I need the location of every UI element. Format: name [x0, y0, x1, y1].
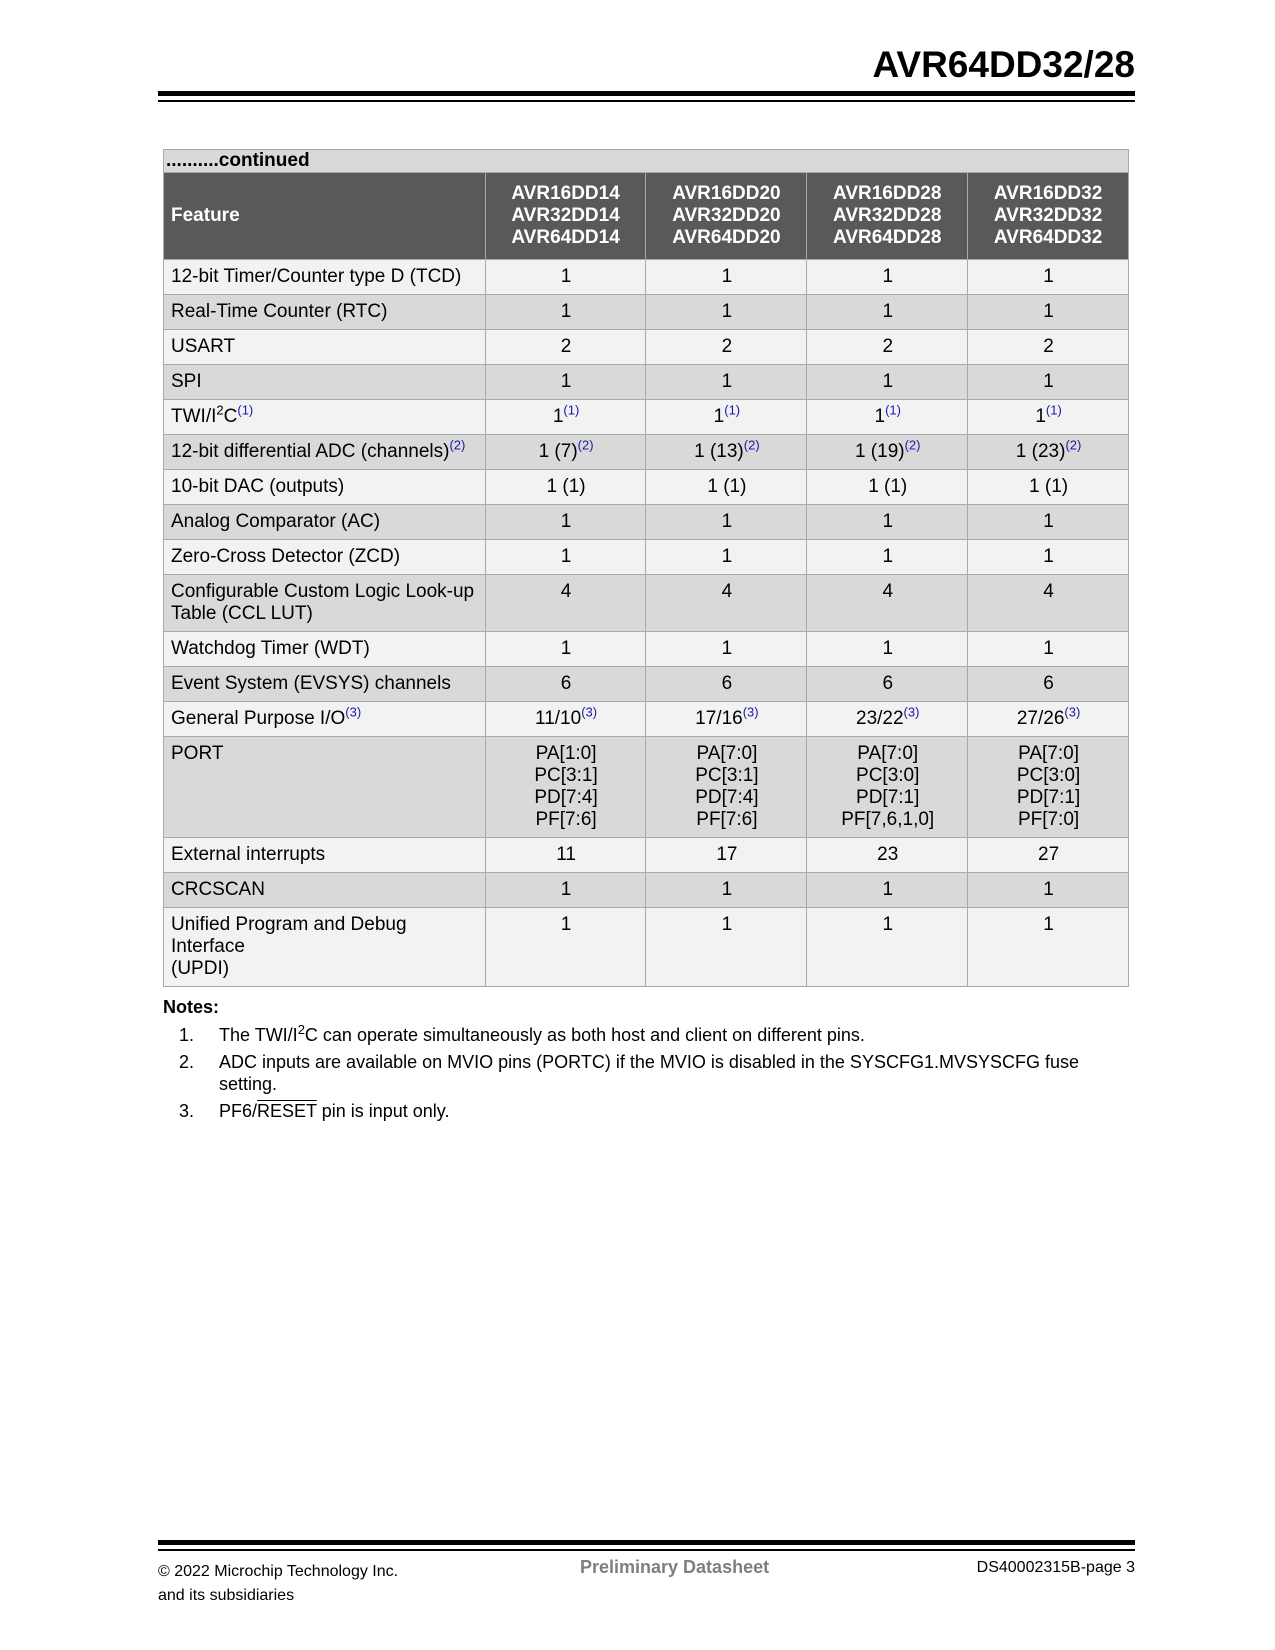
value-cell: 1 [807, 260, 968, 295]
value-cell: 1 [646, 260, 807, 295]
feature-cell: Event System (EVSYS) channels [164, 667, 486, 702]
table-row [164, 505, 1129, 540]
value-cell: 11 [485, 838, 646, 873]
value-cell: 1 [807, 505, 968, 540]
table-row [164, 737, 1129, 838]
value-cell: 6 [807, 667, 968, 702]
value-cell: 6 [646, 667, 807, 702]
value-cell: 1 [646, 632, 807, 667]
value-cell: 1 [646, 873, 807, 908]
reset-signal: RESET [257, 1101, 317, 1121]
footer-rule-thin [158, 1549, 1135, 1551]
value-cell: 1 (1) [807, 470, 968, 505]
table-row [164, 365, 1129, 400]
value-cell: 4 [485, 575, 646, 632]
value-cell: 1 [807, 540, 968, 575]
table-row [164, 838, 1129, 873]
footnote-link[interactable]: (1) [237, 402, 254, 418]
value-cell: 1 (13)$^{(2)}$ [646, 435, 807, 470]
footer-page-number: DS40002315B-page 3 [976, 1559, 1135, 1576]
value-cell: 1 [968, 260, 1129, 295]
feature-cell: Configurable Custom Logic Look-up Table (CCL LUT) [164, 575, 486, 632]
value-cell: 1 [968, 295, 1129, 330]
table-row [164, 575, 1129, 632]
footnote-link[interactable]: (3) [581, 704, 598, 720]
value-cell: 1 [485, 295, 646, 330]
value-cell: 27 [968, 838, 1129, 873]
value-cell: 1 (1) [968, 470, 1129, 505]
table-row [164, 330, 1129, 365]
table-row [164, 667, 1129, 702]
feature-cell: PORT [164, 737, 486, 838]
value-cell: 1 [968, 908, 1129, 987]
footer-doc-status: Preliminary Datasheet [580, 1557, 770, 1577]
value-cell: 1 [807, 873, 968, 908]
value-cell: 1$^{(1)}$ [968, 400, 1129, 435]
feature-table [163, 149, 1129, 987]
value-cell: 27/26$^{(3)}$ [968, 702, 1129, 737]
value-cell: PA[7:0] PC[3:0] PD[7:1] PF[7,6,1,0] [807, 737, 968, 838]
value-cell: 23/22$^{(3)}$ [807, 702, 968, 737]
footer-rule-thick [158, 1540, 1135, 1545]
header-dd32: AVR16DD32 AVR32DD32 AVR64DD32 [968, 173, 1129, 260]
value-cell: 6 [968, 667, 1129, 702]
footnote-link[interactable]: (1) [724, 402, 741, 418]
feature-cell: Analog Comparator (AC) [164, 505, 486, 540]
document-title: AVR64DD32/28 [872, 44, 1135, 85]
continued-label: ..........continued [164, 150, 1129, 173]
feature-cell: 12-bit differential ADC (channels)$^{(2)}$ [164, 435, 486, 470]
footnote-link[interactable]: (3) [742, 704, 759, 720]
value-cell: 1 [646, 540, 807, 575]
table-row [164, 702, 1129, 737]
footnote-link[interactable]: (2) [449, 437, 466, 453]
value-cell: 1 [485, 908, 646, 987]
feature-cell: Unified Program and Debug Interface (UPDI) [164, 908, 486, 987]
value-cell: 4 [807, 575, 968, 632]
footnote-link[interactable]: (3) [345, 704, 362, 720]
feature-cell: 10-bit DAC (outputs) [164, 470, 486, 505]
value-cell: 1 [646, 908, 807, 987]
feature-cell: Watchdog Timer (WDT) [164, 632, 486, 667]
footnote-link[interactable]: (1) [563, 402, 580, 418]
value-cell: 1 [485, 873, 646, 908]
table-row [164, 470, 1129, 505]
value-cell: 1 [807, 632, 968, 667]
header-dd28: AVR16DD28 AVR32DD28 AVR64DD28 [807, 173, 968, 260]
footnote-link[interactable]: (2) [577, 437, 594, 453]
value-cell: 1$^{(1)}$ [485, 400, 646, 435]
value-cell: 1 [968, 505, 1129, 540]
feature-cell: Real-Time Counter (RTC) [164, 295, 486, 330]
footnote-link[interactable]: (1) [1045, 402, 1062, 418]
value-cell: 1 [485, 632, 646, 667]
value-cell: 17/16$^{(3)}$ [646, 702, 807, 737]
footnote-link[interactable]: (1) [885, 402, 901, 418]
value-cell: 1 [807, 908, 968, 987]
value-cell: 1 [968, 632, 1129, 667]
value-cell: 1 (1) [485, 470, 646, 505]
table-row [164, 435, 1129, 470]
feature-cell: CRCSCAN [164, 873, 486, 908]
value-cell: PA[7:0] PC[3:1] PD[7:4] PF[7:6] [646, 737, 807, 838]
value-cell: 2 [485, 330, 646, 365]
continued-row [164, 150, 1129, 173]
value-cell: 1$^{(1)}$ [807, 400, 968, 435]
notes-section [163, 997, 1123, 1127]
value-cell: 6 [485, 667, 646, 702]
feature-cell: Zero-Cross Detector (ZCD) [164, 540, 486, 575]
header-rule-thick [158, 91, 1135, 96]
feature-cell: TWI/$I^2C^{(1)}$ [164, 400, 486, 435]
table-row [164, 260, 1129, 295]
feature-cell: General Purpose I/O$^{(3)}$ [164, 702, 486, 737]
value-cell: 1 [485, 365, 646, 400]
value-cell: 17 [646, 838, 807, 873]
feature-cell: External interrupts [164, 838, 486, 873]
value-cell: PA[1:0] PC[3:1] PD[7:4] PF[7:6] [485, 737, 646, 838]
table-row [164, 632, 1129, 667]
note-item: 3. PF6/RESET pin is input only. [179, 1101, 450, 1121]
value-cell: 1 [485, 260, 646, 295]
table-row [164, 400, 1129, 435]
value-cell: 2 [807, 330, 968, 365]
value-cell: 1 (19)$^{(2)}$ [807, 435, 968, 470]
footer-copyright: © 2022 Microchip Technology Inc. and its subsidiaries [158, 1563, 399, 1604]
header-dd20: AVR16DD20 AVR32DD20 AVR64DD20 [646, 173, 807, 260]
value-cell: 1 [968, 873, 1129, 908]
value-cell: 1 [968, 365, 1129, 400]
header-dd14: AVR16DD14 AVR32DD14 AVR64DD14 [485, 173, 646, 260]
footnote-link[interactable]: (3) [903, 704, 920, 720]
value-cell: 1 [646, 295, 807, 330]
value-cell: 1 (7)$^{(2)}$ [485, 435, 646, 470]
footnote-link[interactable]: (2) [904, 437, 921, 453]
value-cell: 2 [646, 330, 807, 365]
value-cell: 1 [807, 295, 968, 330]
value-cell: 4 [968, 575, 1129, 632]
table-row [164, 295, 1129, 330]
table-row [164, 540, 1129, 575]
feature-cell: SPI [164, 365, 486, 400]
table-row [164, 908, 1129, 987]
value-cell: 1 [968, 540, 1129, 575]
feature-cell: 12-bit Timer/Counter type D (TCD) [164, 260, 486, 295]
value-cell: 1 [485, 505, 646, 540]
footnote-link[interactable]: (2) [743, 437, 760, 453]
feature-cell: USART [164, 330, 486, 365]
value-cell: 2 [968, 330, 1129, 365]
value-cell: 1 (1) [646, 470, 807, 505]
note-item: 2. ADC inputs are available on MVIO pins (PORTC) if the MVIO is disabled in the SYSCFG1.MVSYSCFG fuse setting. [179, 1052, 1079, 1094]
table-header-row [164, 173, 1129, 260]
value-cell: 4 [646, 575, 807, 632]
note-item: 1. The TWI/$I^2C$ can operate simultaneously as both host and client on different pins. [179, 1022, 865, 1045]
value-cell: 1 [807, 365, 968, 400]
value-cell: 1$^{(1)}$ [646, 400, 807, 435]
value-cell: 1 [485, 540, 646, 575]
value-cell: 1 [646, 365, 807, 400]
footnote-link[interactable]: (3) [1064, 704, 1081, 720]
value-cell: PA[7:0] PC[3:0] PD[7:1] PF[7:0] [968, 737, 1129, 838]
header-feature: Feature [164, 173, 486, 260]
value-cell: 1 [646, 505, 807, 540]
table-row [164, 873, 1129, 908]
footnote-link[interactable]: (2) [1065, 437, 1082, 453]
value-cell: 23 [807, 838, 968, 873]
value-cell: 11/10$^{(3)}$ [485, 702, 646, 737]
value-cell: 1 (23)$^{(2)}$ [968, 435, 1129, 470]
header-rule-thin [158, 100, 1135, 102]
notes-title: Notes: [163, 997, 220, 1017]
